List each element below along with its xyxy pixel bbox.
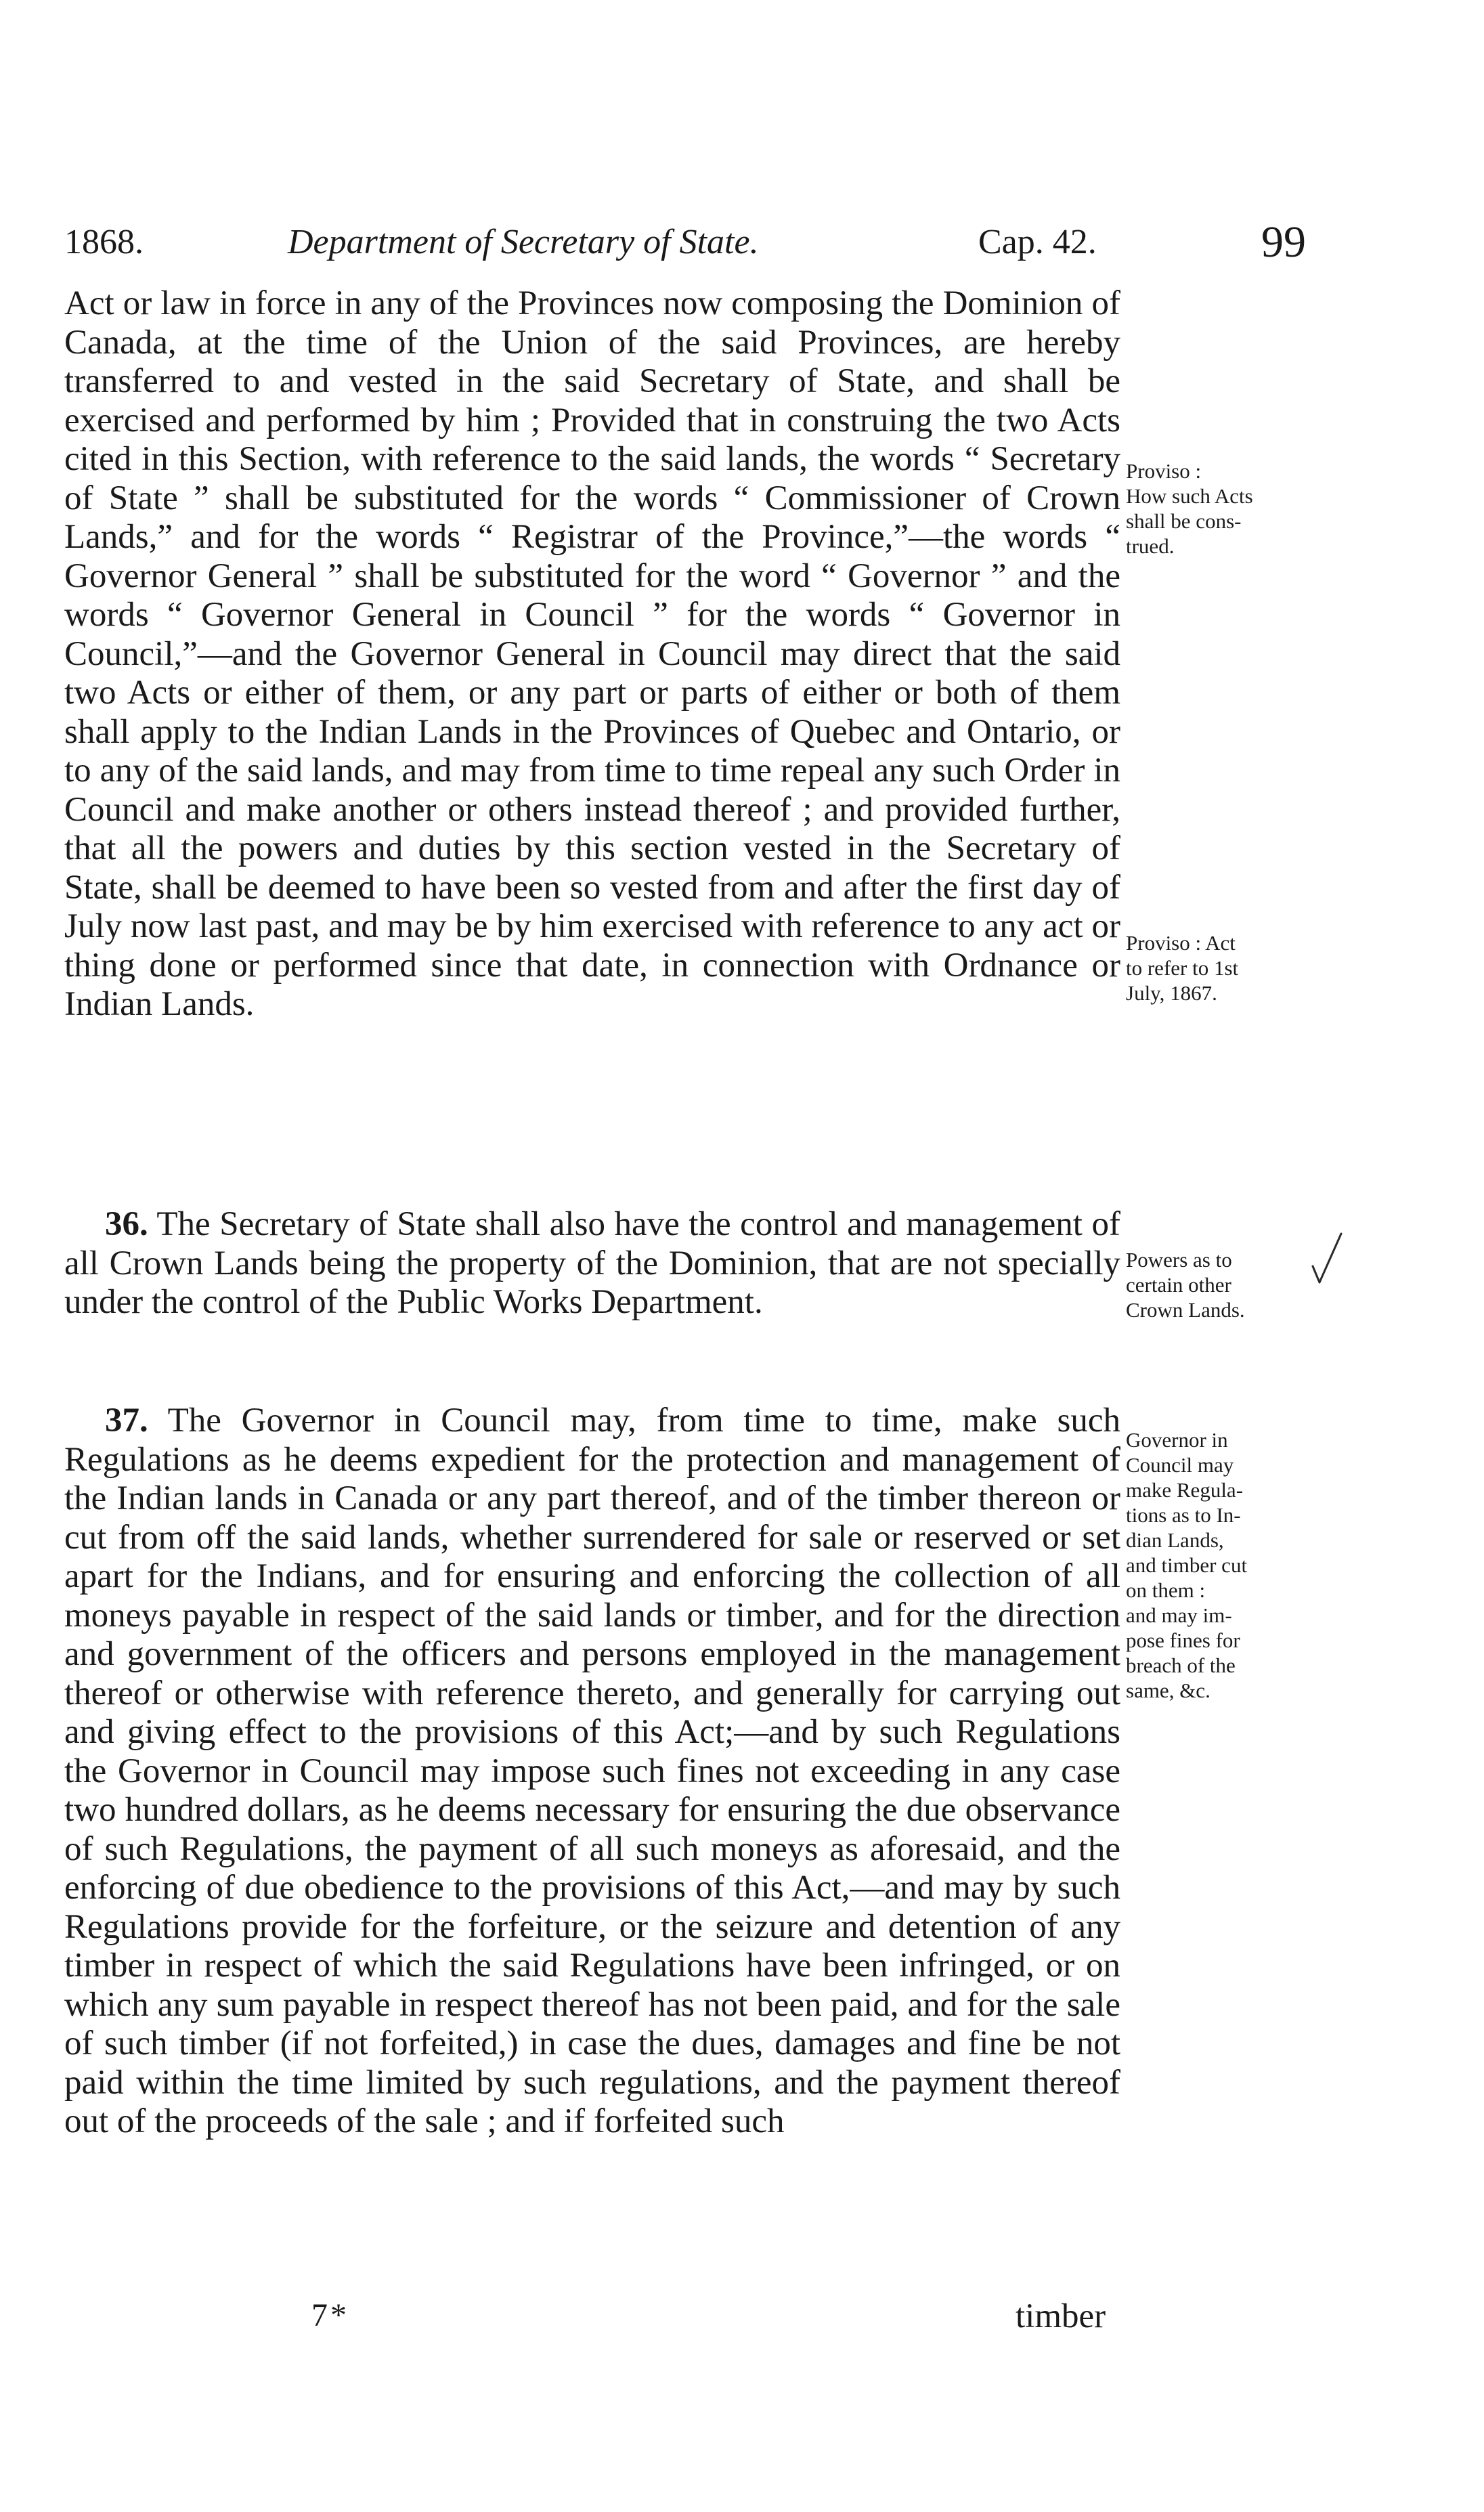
margin-note-line: How such Acts xyxy=(1126,484,1253,508)
section-number: 36. xyxy=(105,1205,148,1243)
paragraph-text: The Secretary of State shall also have the control and management of all Crown Lands being the property of the Dominion, that are not specially under the control of the Public Works Department. xyxy=(64,1205,1120,1321)
margin-note-line: on them : xyxy=(1126,1578,1206,1602)
margin-note-line: shall be cons- xyxy=(1126,509,1242,533)
margin-note-line: pose fines for xyxy=(1126,1628,1240,1652)
page-number: 99 xyxy=(1261,217,1306,267)
margin-note-line: certain other xyxy=(1126,1273,1231,1297)
paragraph-text: Act or law in force in any of the Provinces now composing the Dominion of Canada, at the time of the Union of the said Provinces, are hereby transferred to and vested in the said Secretary of State, and shall be exercised and performed by him ; Provided that in construing the two Acts cited in this Section, with reference to the said lands, the words “ Secretary of State ” shall be substituted for the words “ Commissioner of Crown Lands,” and for the words “ Registrar of the Province,”—the words “ Governor General ” shall be substituted for the word “ Governor ” and the words “ Governor General in Council ” for the words “ Governor in Council,”—and the Governor General in Council may direct that the said two Acts or either of them, or any part or parts of either or both of them shall apply to the Indian Lands in the Provinces of Quebec and Ontario, or to any of the said lands, and may from time to time repeal any such Order in Council and make another or others instead thereof ; and provided further, that all the powers and duties by this section vested in the Secretary of State, shall be deemed to have been so vested from and after the first day of July now last past, and may be by him exercised with reference to any act or thing done or performed since that date, in connection with Ordnance or Indian Lands. xyxy=(64,284,1120,1023)
running-header xyxy=(64,215,1337,276)
signature-mark: 7* xyxy=(311,2297,349,2333)
margin-note-crown-lands xyxy=(1126,1247,1336,1322)
margin-note-line: same, &c. xyxy=(1126,1679,1210,1702)
margin-note-line: Powers as to xyxy=(1126,1248,1232,1272)
margin-note-line: Governor in xyxy=(1126,1428,1228,1452)
margin-note-line: Proviso : Act xyxy=(1126,931,1236,955)
margin-note-line: tions as to In- xyxy=(1126,1503,1241,1527)
section-37 xyxy=(64,1402,1120,2142)
margin-note-line: Crown Lands. xyxy=(1126,1298,1245,1322)
margin-note-line: Council may xyxy=(1126,1453,1234,1477)
margin-note-line: and timber cut xyxy=(1126,1553,1248,1577)
header-title: Department of Secretary of State. xyxy=(288,223,759,261)
margin-note-line: to refer to 1st xyxy=(1126,956,1239,980)
margin-note-line: make Regula- xyxy=(1126,1478,1244,1502)
margin-note-line: dian Lands, xyxy=(1126,1528,1224,1552)
header-chapter: Cap. 42. xyxy=(978,223,1097,261)
margin-note-proviso-construed xyxy=(1126,458,1336,559)
section-number: 37. xyxy=(105,1402,148,1439)
handwritten-check-mark xyxy=(1310,1231,1344,1285)
paragraph-text: The Governor in Council may, from time to time, make such Regulations as he deems expedient for the protection and management of the Indian lands in Canada or any part thereof, and of the timber thereon or cut from off the said lands, whether surrendered for sale or reserved or set apart for the Indians, and for ensuring and enforcing the collection of all moneys payable in respect of the said lands or timber, and for the direction and government of the officers and persons employed in the management thereof or otherwise with reference thereto, and generally for carrying out and giving effect to the provisions of this Act;—and by such Regulations the Governor in Council may impose such fines not exceeding in any case two hundred dollars, as he deems necessary for ensuring the due observance of such Regulations, the payment of all such moneys as aforesaid, and the enforcing of due obedience to the provisions of this Act,—and may by such Regulations provide for the forfeiture, or the seizure and detention of any timber in respect of which the said Regulations have been infringed, or on which any sum payable in respect thereof has not been paid, and for the sale of such timber (if not forfeited,) in case the dues, damages and fine be not paid within the time limited by such regulations, and the payment thereof out of the proceeds of the sale ; and if forfeited such xyxy=(64,1402,1120,2140)
margin-note-line: trued. xyxy=(1126,534,1175,558)
catchword: timber xyxy=(1016,2297,1106,2335)
margin-note-line: Proviso : xyxy=(1126,459,1202,483)
section-36 xyxy=(64,1205,1120,1322)
margin-note-line: July, 1867. xyxy=(1126,981,1217,1005)
header-year: 1868. xyxy=(64,223,144,261)
margin-note-regulations xyxy=(1126,1427,1336,1703)
margin-note-proviso-july xyxy=(1126,930,1336,1005)
margin-note-line: breach of the xyxy=(1126,1653,1236,1677)
paragraph-continued xyxy=(64,284,1120,1024)
margin-note-line: and may im- xyxy=(1126,1603,1232,1627)
